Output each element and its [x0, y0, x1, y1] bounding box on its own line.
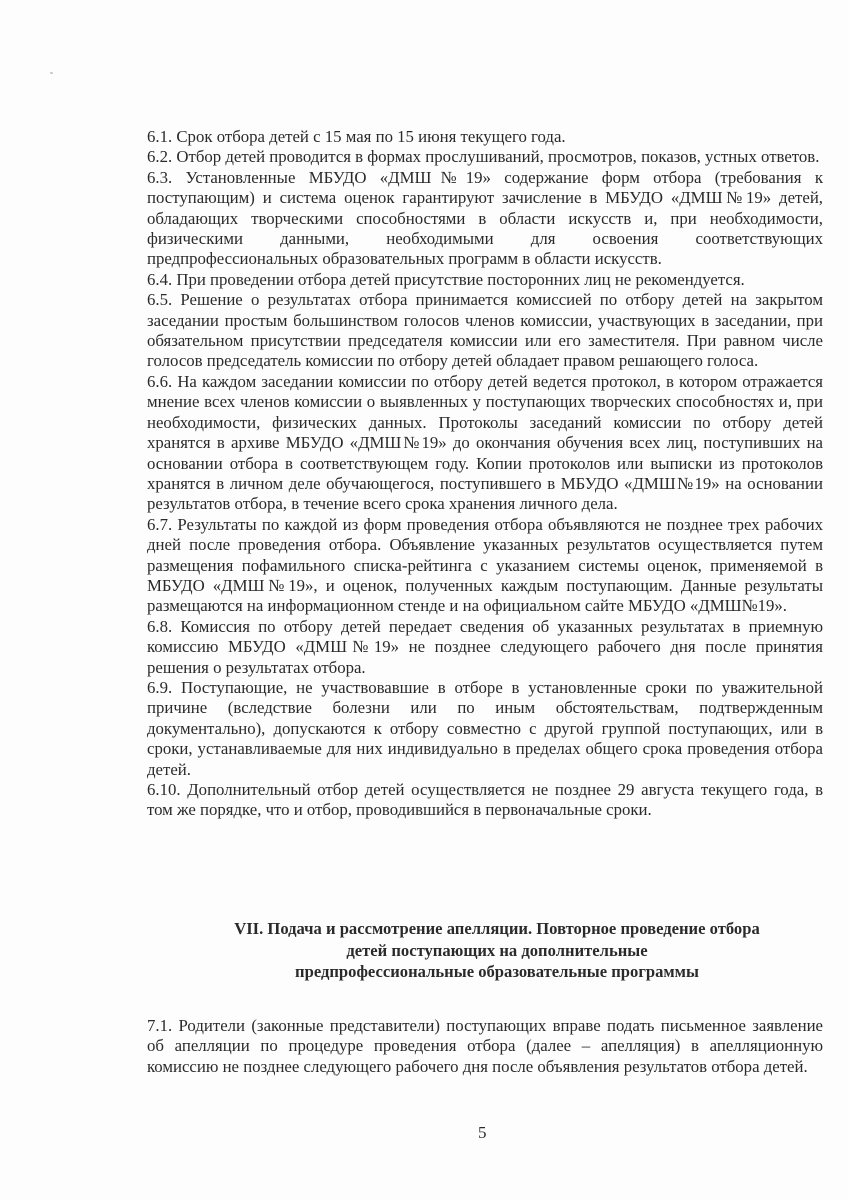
- paragraph-7-1: 7.1. Родители (законные представители) поступающих вправе подать письменное заявление об апелляции по процедуре проведения отбора (далее – апелляция) в апелляционную комиссию не позднее следующего рабочего дня после объявления результатов отбора детей.: [147, 1016, 823, 1076]
- paragraph-6-8: 6.8. Комиссия по отбору детей передает сведения об указанных результатах в приемную комиссию МБУДО «ДМШ№19» не позднее следующего рабочего дня после принятия решения о результатах отбора.: [147, 616, 823, 677]
- paragraph-6-10: 6.10. Дополнительный отбор детей осуществляется не позднее 29 августа текущего года, в том же порядке, что и отбор, проводившийся в первоначальные сроки.: [147, 780, 823, 820]
- heading-line: VII. Подача и рассмотрение апелляции. Повторное проведение отбора: [234, 919, 760, 938]
- heading-line: детей поступающих на дополнительные: [346, 940, 648, 960]
- paragraph-6-6: 6.6. На каждом заседании комиссии по отбору детей ведется протокол, в котором отражается мнение всех членов комиссии о выявленных у поступающих творческих способностях и, при необходимости, физических данных. Протоколы заседаний комиссии по отбору детей хранятся в архиве МБУДО «ДМШ№19» до окончания обучения всех лиц, поступивших на основании отбора в соответствующем году. Копии протоколов или выписки из протоколов хранятся в личном деле обучающегося, поступившего в МБУДО «ДМШ№19» на основании результатов отбора, в течение всего срока хранения личного дела.: [147, 371, 823, 514]
- paragraph-6-7: 6.7. Результаты по каждой из форм проведения отбора объявляются не позднее трех рабочих дней после проведения отбора. Объявление указанных результатов осуществляется путем размещения пофамильного списка-рейтинга с указанием системы оценок, применяемой в МБУДО «ДМШ№19», и оценок, полученных каждым поступающим. Данные результаты размещаются на информационном стенде и на официальном сайте МБУДО «ДМШ№19».: [147, 514, 823, 616]
- paragraph-6-2: 6.2. Отбор детей проводится в формах прослушиваний, просмотров, показов, устных ответов.: [147, 147, 820, 167]
- paragraph-6-1: 6.1. Срок отбора детей с 15 мая по 15 июня текущего года.: [147, 127, 566, 146]
- section-7-body: [147, 1016, 823, 1077]
- page-number: 5: [478, 1123, 487, 1142]
- heading-line: предпрофессиональные образовательные программы: [295, 962, 699, 981]
- paragraph-6-3: 6.3. Установленные МБУДО «ДМШ№19» содержание форм отбора (требования к поступающим) и система оценок гарантируют зачисление в МБУДО «ДМШ№19» детей, обладающих творческими способностями в области искусств и, при необходимости, физическими данными, необходимыми для освоения соответствующих предпрофессиональных образовательных программ в области искусств.: [147, 167, 823, 269]
- section-7-heading: [147, 918, 847, 983]
- paragraph-6-9: 6.9. Поступающие, не участвовавшие в отборе в установленные сроки по уважительной причине (вследствие болезни или по иным обстоятельствам, подтвержденным документально), допускаются к отбору совместно с другой группой поступающих, или в сроки, устанавливаемые для них индивидуально в пределах общего срока проведения отбора детей.: [147, 677, 823, 779]
- section-6-body: [147, 127, 823, 821]
- paragraph-6-5: 6.5. Решение о результатах отбора принимается комиссией по отбору детей на закрытом заседании простым большинством голосов членов комиссии, участвующих в заседании, при обязательном присутствии председателя комиссии или его заместителя. При равном числе голосов председатель комиссии по отбору детей обладает правом решающего голоса.: [147, 290, 823, 371]
- scan-speck: [50, 72, 53, 74]
- paragraph-6-4: 6.4. При проведении отбора детей присутствие посторонних лиц не рекомендуется.: [147, 269, 745, 289]
